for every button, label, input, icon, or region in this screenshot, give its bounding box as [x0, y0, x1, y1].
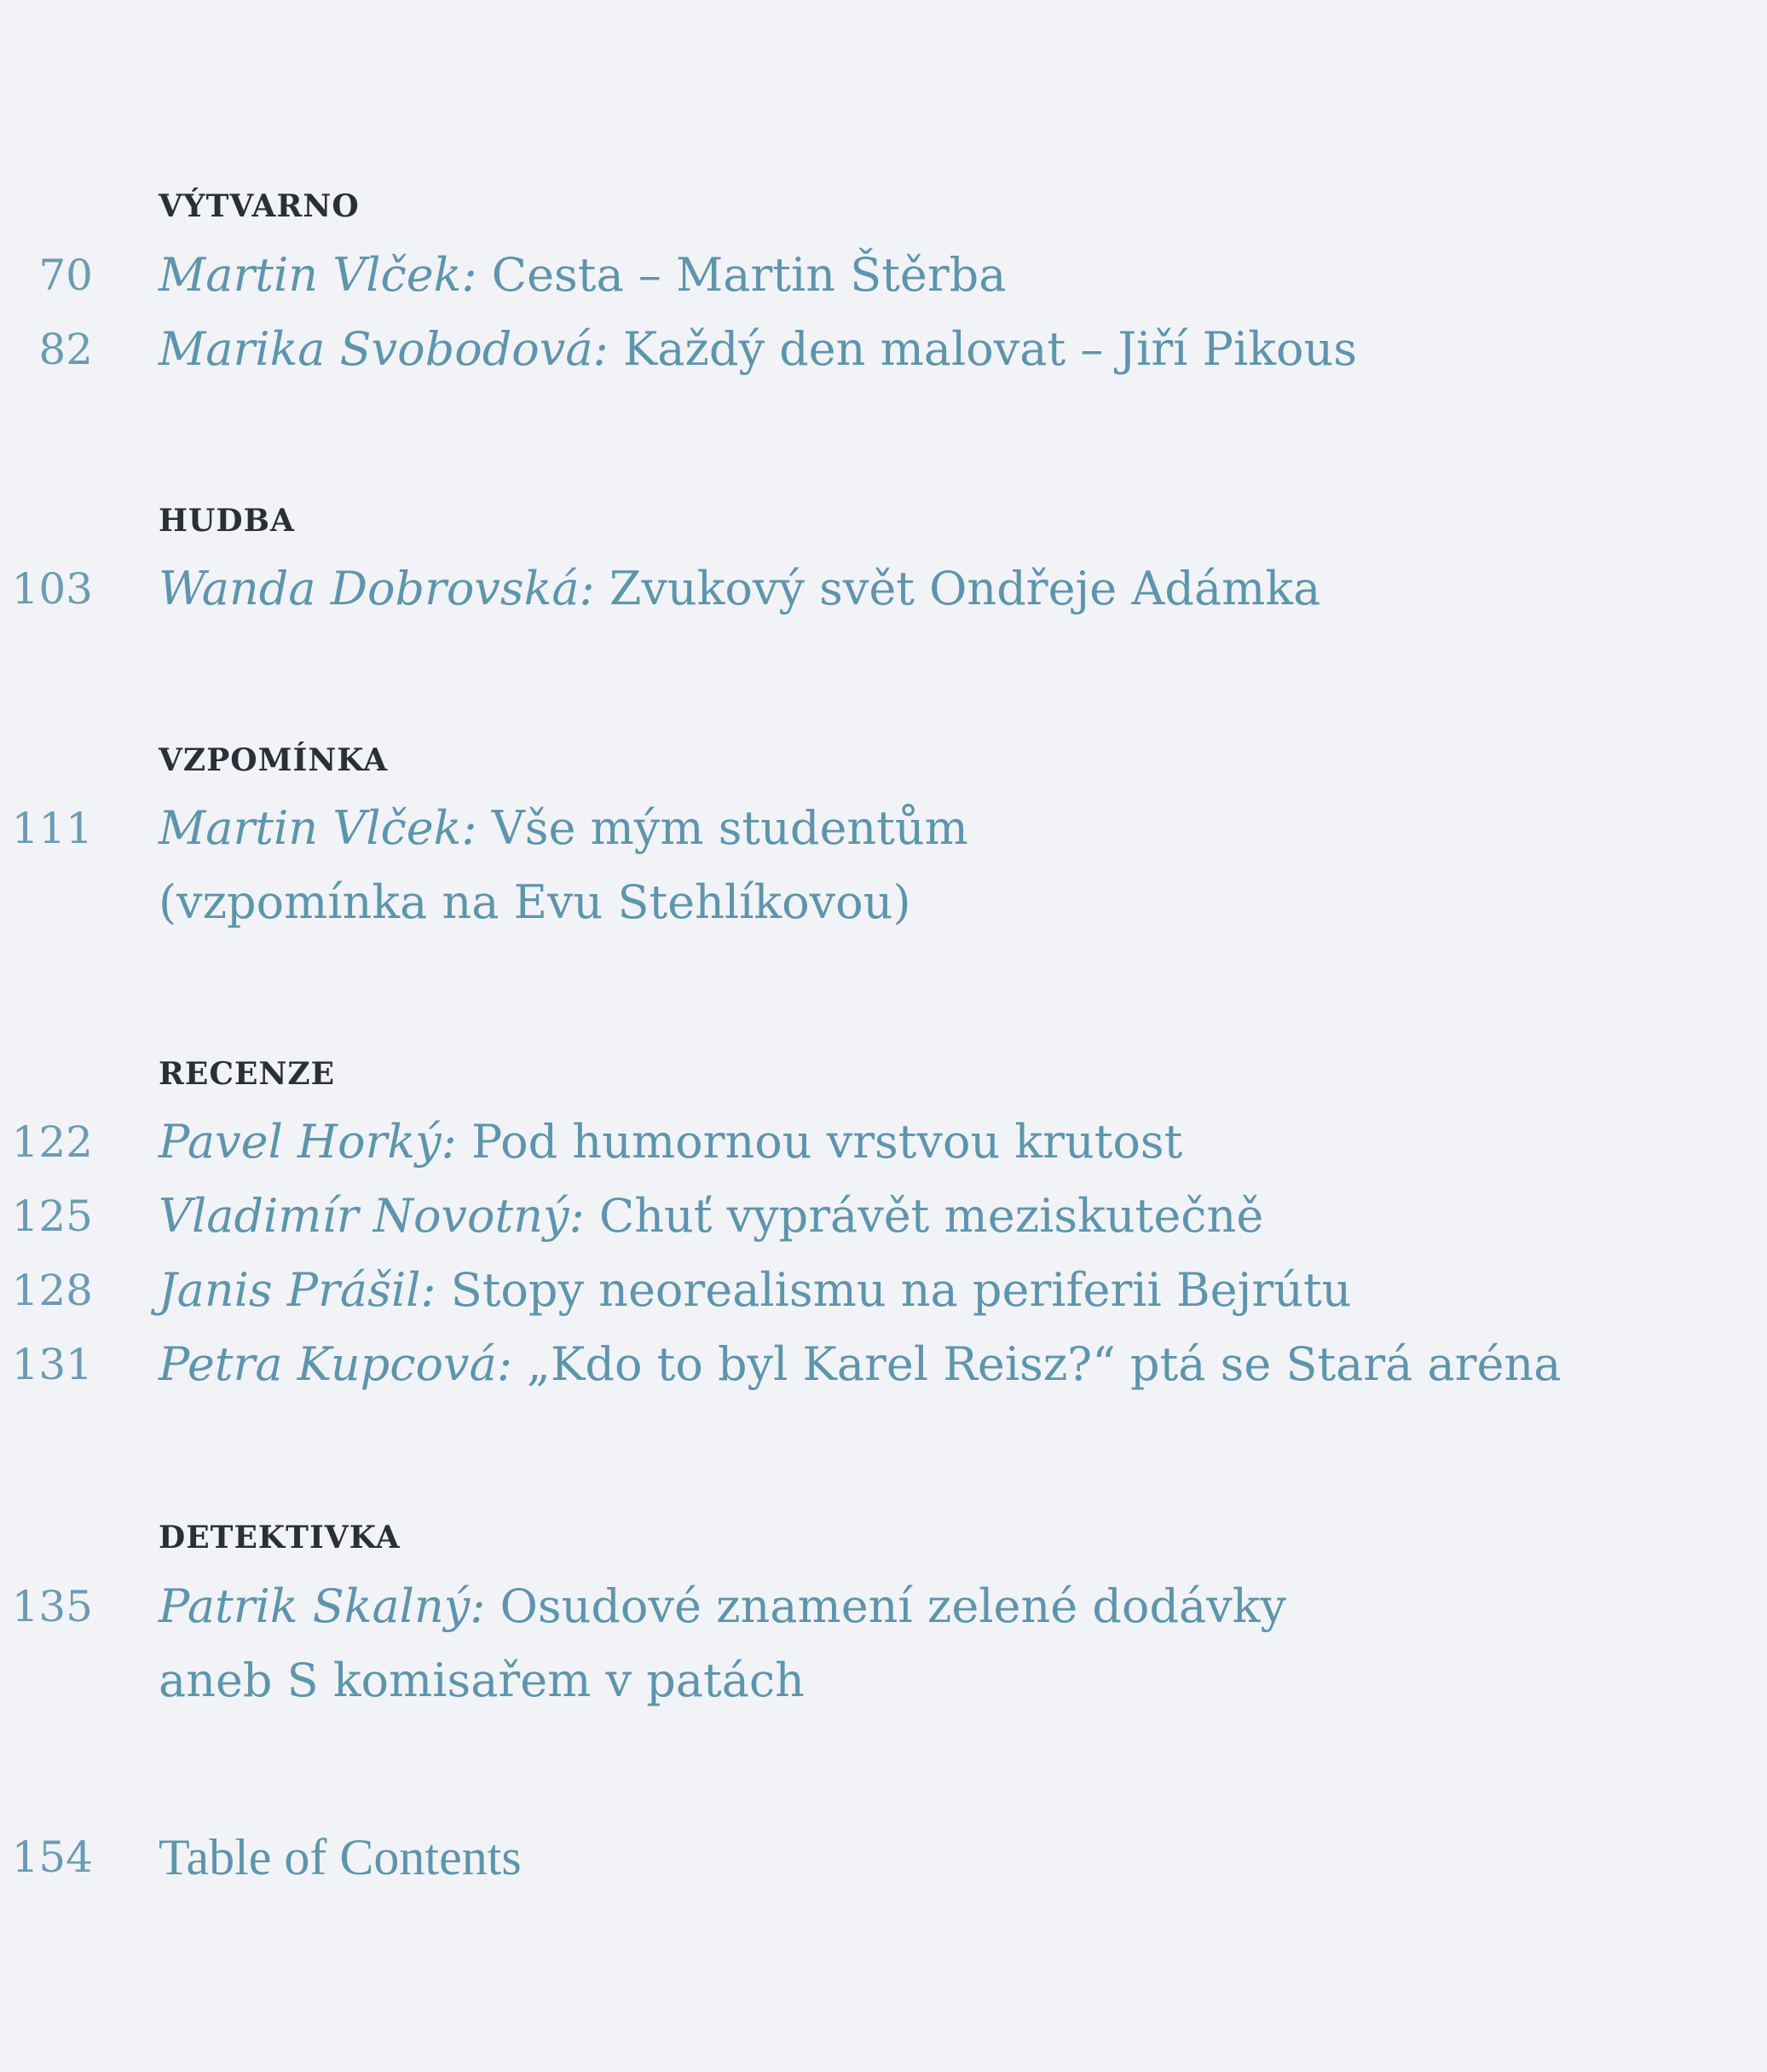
entry-title: „Kdo to byl Karel Reisz?“ ptá se Stará aréna	[511, 1337, 1562, 1391]
page-number: 82	[38, 325, 93, 374]
entry-title: Zvukový svět Ondřeje Adámka	[594, 562, 1321, 615]
toc-entry	[0, 1573, 1767, 1641]
entry-title: Každý den malovat – Jiří Pikous	[608, 322, 1357, 376]
page-number: 103	[11, 564, 93, 614]
toc-entry-continuation	[0, 1647, 1767, 1715]
entry-title: Chuť vyprávět meziskutečně	[584, 1189, 1264, 1243]
entry-title: Cesta – Martin Štěrba	[476, 248, 1007, 302]
toc-entry	[0, 555, 1767, 623]
toc-entry	[0, 241, 1767, 309]
page-number: 135	[11, 1582, 93, 1631]
entry-title: Osudové znamení zelené dodávky	[485, 1579, 1286, 1633]
section-heading-vytvarno: VÝTVARNO	[159, 188, 360, 224]
entry-title: Vše mým studentům	[476, 801, 968, 855]
page-number: 125	[11, 1192, 93, 1241]
page-number: 131	[11, 1340, 93, 1389]
entry-text	[159, 555, 1320, 623]
toc-entry	[0, 1108, 1767, 1176]
toc-entry	[0, 1182, 1767, 1250]
entry-text	[159, 1256, 1351, 1325]
entry-text	[159, 1330, 1561, 1399]
page-number: 122	[11, 1117, 93, 1167]
entry-text	[159, 1108, 1182, 1176]
entry-text	[159, 794, 968, 863]
page-number: 70	[38, 251, 93, 300]
entry-author: Vladimír Novotný:	[159, 1189, 585, 1243]
toc-entry-english	[0, 1823, 1767, 1891]
toc-entry	[0, 315, 1767, 384]
entry-title-line2: (vzpomínka na Evu Stehlíkovou)	[159, 875, 911, 929]
entry-author: Petra Kupcová:	[159, 1337, 512, 1391]
entry-author: Martin Vlček:	[159, 248, 477, 302]
section-heading-detektivka: DETEKTIVKA	[159, 1520, 401, 1555]
entry-author: Pavel Horký:	[159, 1115, 457, 1169]
entry-author: Wanda Dobrovská:	[159, 562, 595, 615]
entry-text	[159, 1182, 1263, 1250]
page-number: 128	[11, 1266, 93, 1315]
entry-title: Pod humornou vrstvou krutost	[456, 1115, 1183, 1169]
entry-author: Janis Prášil:	[159, 1263, 436, 1317]
toc-entry-continuation	[0, 869, 1767, 937]
toc-entry	[0, 1256, 1767, 1325]
entry-text	[159, 315, 1357, 384]
entry-author: Martin Vlček:	[159, 801, 477, 855]
toc-entry	[0, 794, 1767, 863]
page-number: 154	[11, 1832, 93, 1882]
entry-title-line2: aneb S komisařem v patách	[159, 1654, 805, 1707]
entry-author: Patrik Skalný:	[159, 1579, 486, 1633]
entry-text	[159, 1573, 1286, 1641]
entry-title: Stopy neorealismu na periferii Bejrútu	[436, 1263, 1352, 1317]
section-heading-recenze: RECENZE	[159, 1056, 336, 1092]
entry-text	[159, 241, 1006, 309]
entry-title: Table of Contents	[159, 1829, 522, 1885]
section-heading-vzpominka: VZPOMÍNKA	[159, 742, 388, 778]
section-heading-hudba: HUDBA	[159, 503, 295, 539]
entry-author: Marika Svobodová:	[159, 322, 609, 376]
toc-entry	[0, 1330, 1767, 1399]
page-number: 111	[11, 804, 93, 853]
